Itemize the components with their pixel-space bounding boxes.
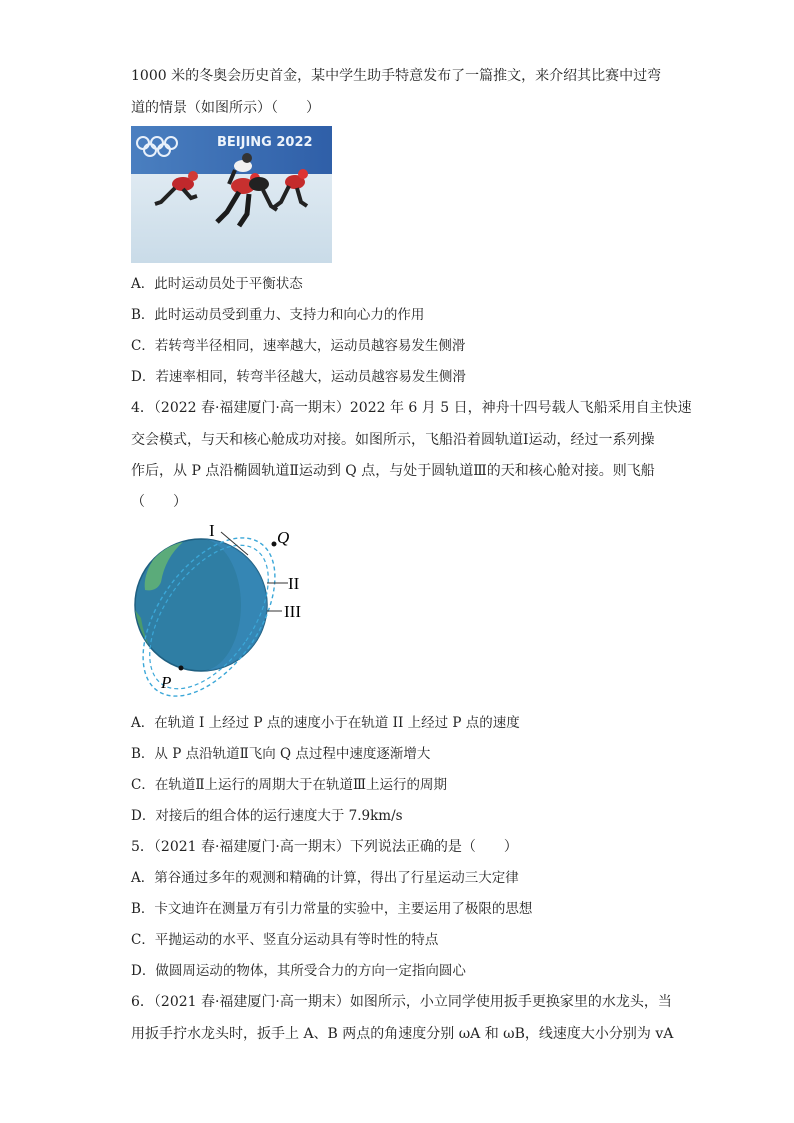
orbit-label-i: I [209, 521, 215, 540]
q4-text-line4: （ ） [131, 494, 187, 510]
q4-option-d: D．对接后的组合体的运行速度大于 7.9km/s [131, 808, 403, 824]
q3-option-a: A．此时运动员处于平衡状态 [131, 276, 303, 292]
q3-option-d: D．若速率相同，转弯半径越大，运动员越容易发生侧滑 [131, 369, 466, 385]
q6-text-line2: 用扳手拧水龙头时，扳手上 A、B 两点的角速度分别 ωA 和 ωB，线速度大小分别为 vA [131, 1026, 674, 1042]
point-p-label: P [161, 673, 172, 692]
q3-option-b: B．此时运动员受到重力、支持力和向心力的作用 [131, 307, 425, 323]
q5-option-d: D．做圆周运动的物体，其所受合力的方向一定指向圆心 [131, 963, 466, 979]
q3-text-line2: 道的情景（如图所示）（ ） [131, 100, 320, 116]
q3-option-c: C．若转弯半径相同，速率越大，运动员越容易发生侧滑 [131, 338, 466, 354]
q4-text-line3: 作后，从 P 点沿椭圆轨道Ⅱ运动到 Q 点，与处于圆轨道Ⅲ的天和核心舱对接。则飞船 [131, 463, 655, 479]
photo-banner-text: BEIJING 2022 [217, 135, 313, 150]
q4-text-line1: 4．（2022 春·福建厦门·高一期末）2022 年 6 月 5 日，神舟十四号载人飞船采用自主快速 [131, 400, 692, 416]
q3-text-line1: 1000 米的冬奥会历史首金，某中学生助手特意发布了一篇推文，来介绍其比赛中过弯 [131, 68, 662, 84]
q5-option-b: B．卡文迪许在测量万有引力常量的实验中，主要运用了极限的思想 [131, 901, 533, 917]
q5-text-line1: 5．（2021 春·福建厦门·高一期末）下列说法正确的是（ ） [131, 839, 518, 855]
q5-option-c: C．平抛运动的水平、竖直分运动具有等时性的特点 [131, 932, 439, 948]
skating-photo [131, 126, 332, 263]
point-q-dot [272, 542, 277, 547]
point-p-dot [179, 666, 184, 671]
orbit-label-iii: III [284, 602, 301, 621]
point-q-label: Q [277, 528, 290, 547]
q4-option-c: C．在轨道Ⅱ上运行的周期大于在轨道Ⅲ上运行的周期 [131, 777, 448, 793]
q4-text-line2: 交会模式，与天和核心舱成功对接。如图所示，飞船沿着圆轨道Ⅰ运动，经过一系列操 [131, 432, 655, 448]
orbit-label-ii: II [288, 574, 300, 593]
q6-text-line1: 6．（2021 春·福建厦门·高一期末）如图所示，小立同学使用扳手更换家里的水龙头，当 [131, 994, 672, 1010]
q5-option-a: A．第谷通过多年的观测和精确的计算，得出了行星运动三大定律 [131, 870, 519, 886]
orbit-diagram [131, 518, 331, 704]
q4-option-b: B．从 P 点沿轨道Ⅱ飞向 Q 点过程中速度逐渐增大 [131, 746, 431, 762]
q4-option-a: A．在轨道 I 上经过 P 点的速度小于在轨道 II 上经过 P 点的速度 [131, 715, 520, 731]
